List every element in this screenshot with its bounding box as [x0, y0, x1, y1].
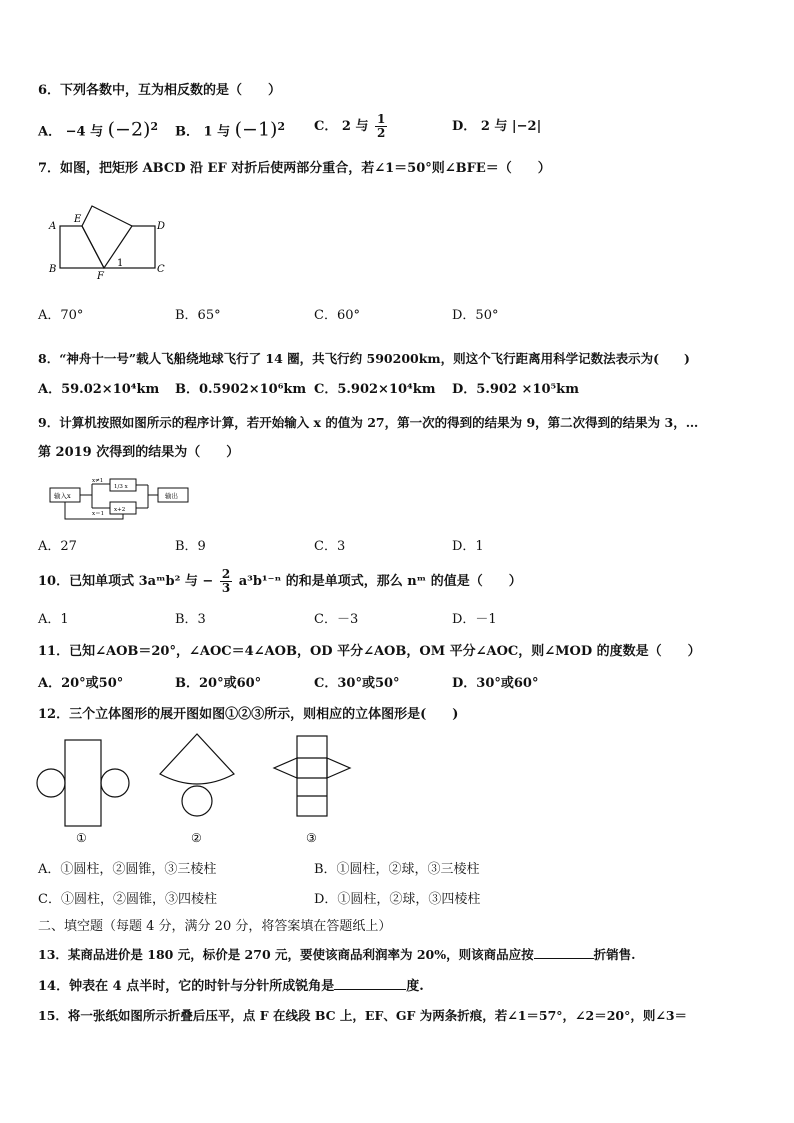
q10-fraction — [220, 568, 232, 595]
q9-stem-line1: 9．计算机按照如图所示的程序计算，若开始输入 x 的值为 27，第一次的得到的结果为 9，第二次得到的结果为 3，… — [38, 415, 699, 430]
q14-answer-blank[interactable] — [334, 975, 406, 990]
q6-option-a[interactable] — [38, 118, 158, 141]
q8-option-d[interactable]: D．5.902 ×10⁵km — [452, 382, 579, 397]
option-sup: 2 — [277, 120, 286, 133]
input-label: 输入x — [54, 492, 71, 500]
q8-option-b[interactable]: B．0.5902×10⁶km — [175, 382, 307, 397]
q9-option-d[interactable]: D．1 — [452, 539, 484, 554]
q13-stem — [38, 944, 635, 964]
label-d: D — [157, 221, 166, 232]
q7-stem: 7．如图，把矩形 ABCD 沿 EF 对折后使两部分重合，若∠1＝50°则∠BFE＝（ ） — [38, 161, 551, 176]
option-expr: |−2| — [511, 119, 542, 134]
q11-stem: 11．已知∠AOB＝20°，∠AOC＝4∠AOB，OD 平分∠AOB，OM 平分∠AOC，则∠MOD 的度数是（ ） — [38, 644, 701, 659]
q6-option-c[interactable] — [314, 113, 389, 140]
label-a: A — [49, 221, 57, 232]
cylinder-rect — [65, 740, 101, 826]
q10-stem — [38, 568, 522, 595]
q14-stem-post: 度. — [406, 979, 424, 994]
op-top: 1/3 x — [114, 484, 128, 490]
q9-option-b[interactable]: B．9 — [175, 539, 206, 554]
prism-strip — [297, 736, 327, 816]
cylinder-circle-right — [101, 769, 129, 797]
q12-option-a[interactable]: A．①圆柱，②圆锥，③三棱柱 — [38, 862, 217, 877]
q10-option-a[interactable]: A．1 — [38, 612, 69, 627]
folded-flap — [82, 206, 132, 268]
q10-stem-pre: 10．已知单项式 3aᵐb² 与 − — [38, 574, 214, 589]
prism-triangle-right — [327, 758, 350, 778]
net-label-1: ① — [76, 831, 87, 845]
q9-option-a[interactable]: A．27 — [38, 539, 77, 554]
option-fraction — [375, 113, 387, 140]
option-sup: 2 — [150, 120, 159, 133]
section-fill-in-title: 二、填空题（每题 4 分，满分 20 分，将答案填在答题纸上） — [38, 919, 392, 934]
label-c: C — [157, 264, 165, 275]
q12-nets-figure — [36, 732, 366, 850]
option-label: A． — [38, 124, 62, 140]
q9-stem-line2: 第 2019 次得到的结果为（ ） — [38, 445, 240, 460]
q12-option-b[interactable]: B．①圆柱，②球，③三棱柱 — [314, 862, 480, 877]
q10-option-d[interactable]: D．－1 — [452, 612, 497, 627]
net-label-3: ③ — [306, 831, 317, 845]
option-label: C． — [314, 119, 338, 134]
q7-option-d[interactable]: D．50° — [452, 308, 499, 323]
fraction-denominator: 2 — [377, 126, 386, 140]
q6-option-b[interactable] — [175, 118, 285, 141]
fraction-denominator: 3 — [221, 581, 231, 595]
option-expr: (−2) — [107, 118, 151, 141]
label-angle-1: 1 — [117, 258, 124, 269]
op-bottom: x+2 — [114, 507, 126, 513]
q13-answer-blank[interactable] — [534, 944, 594, 959]
option-text: 2 与 — [480, 119, 508, 134]
q14-stem-pre: 14．钟表在 4 点半时，它的时针与分针所成锐角是 — [38, 979, 335, 994]
net-label-2: ② — [191, 831, 202, 845]
output-label: 输出 — [165, 492, 178, 500]
option-label: D． — [452, 119, 477, 134]
q15-stem: 15．将一张纸如图所示折叠后压平，点 F 在线段 BC 上，EF、GF 为两条折痕，若∠1＝57°，∠2＝20°，则∠3＝ — [38, 1008, 688, 1023]
q11-option-c[interactable]: C．30°或50° — [314, 676, 400, 691]
prism-triangle-left — [274, 758, 297, 778]
q13-stem-post: 折销售. — [593, 947, 636, 962]
option-text: 1 与 — [203, 124, 231, 140]
q10-option-b[interactable]: B．3 — [175, 612, 206, 627]
cond-top: x≠1 — [92, 478, 104, 484]
q12-option-c[interactable]: C．①圆柱，②圆锥，③四棱柱 — [38, 892, 217, 907]
cond-bottom: x＝1 — [92, 511, 105, 517]
q7-option-c[interactable]: C．60° — [314, 308, 360, 323]
option-label: B． — [175, 124, 199, 140]
q11-option-b[interactable]: B．20°或60° — [175, 676, 262, 691]
q9-option-c[interactable]: C．3 — [314, 539, 346, 554]
q11-option-a[interactable]: A．20°或50° — [38, 676, 124, 691]
q9-program-flowchart — [48, 478, 193, 520]
cone-base-circle — [182, 786, 212, 816]
q12-stem: 12．三个立体图形的展开图如图①②③所示，则相应的立体图形是( ) — [38, 707, 459, 722]
option-text: −4 与 — [65, 124, 104, 140]
label-e: E — [74, 214, 82, 225]
q7-rectangle-fold-figure — [44, 198, 174, 280]
option-text: 2 与 — [341, 119, 369, 134]
q8-option-a[interactable]: A．59.02×10⁴km — [38, 382, 160, 397]
q11-option-d[interactable]: D．30°或60° — [452, 676, 539, 691]
option-expr: (−1) — [234, 118, 278, 141]
q8-stem: 8．“神舟十一号”载人飞船绕地球飞行了 14 圈，共飞行约 590200km，则这个飞行距离用科学记数法表示为( ) — [38, 351, 690, 366]
label-f: F — [97, 271, 104, 280]
cone-sector — [160, 734, 234, 784]
label-b: B — [49, 264, 57, 275]
q10-stem-post: a³b¹⁻ⁿ 的和是单项式，那么 nᵐ 的值是（ ） — [238, 574, 522, 589]
q6-option-d[interactable] — [452, 118, 541, 136]
q8-option-c[interactable]: C．5.902×10⁴km — [314, 382, 436, 397]
q10-option-c[interactable]: C．－3 — [314, 612, 359, 627]
q12-option-d[interactable]: D．①圆柱，②球，③四棱柱 — [314, 892, 481, 907]
q14-stem — [38, 975, 424, 996]
q7-option-b[interactable]: B．65° — [175, 308, 221, 323]
cylinder-circle-left — [37, 769, 65, 797]
q13-stem-pre: 13．某商品进价是 180 元，标价是 270 元，要使该商品利润率为 20%，则该商品应按 — [38, 947, 534, 962]
q7-option-a[interactable]: A．70° — [38, 308, 84, 323]
q6-stem: 6．下列各数中，互为相反数的是（ ） — [38, 83, 282, 98]
fraction-numerator: 2 — [221, 567, 231, 581]
fraction-numerator: 1 — [377, 112, 386, 126]
